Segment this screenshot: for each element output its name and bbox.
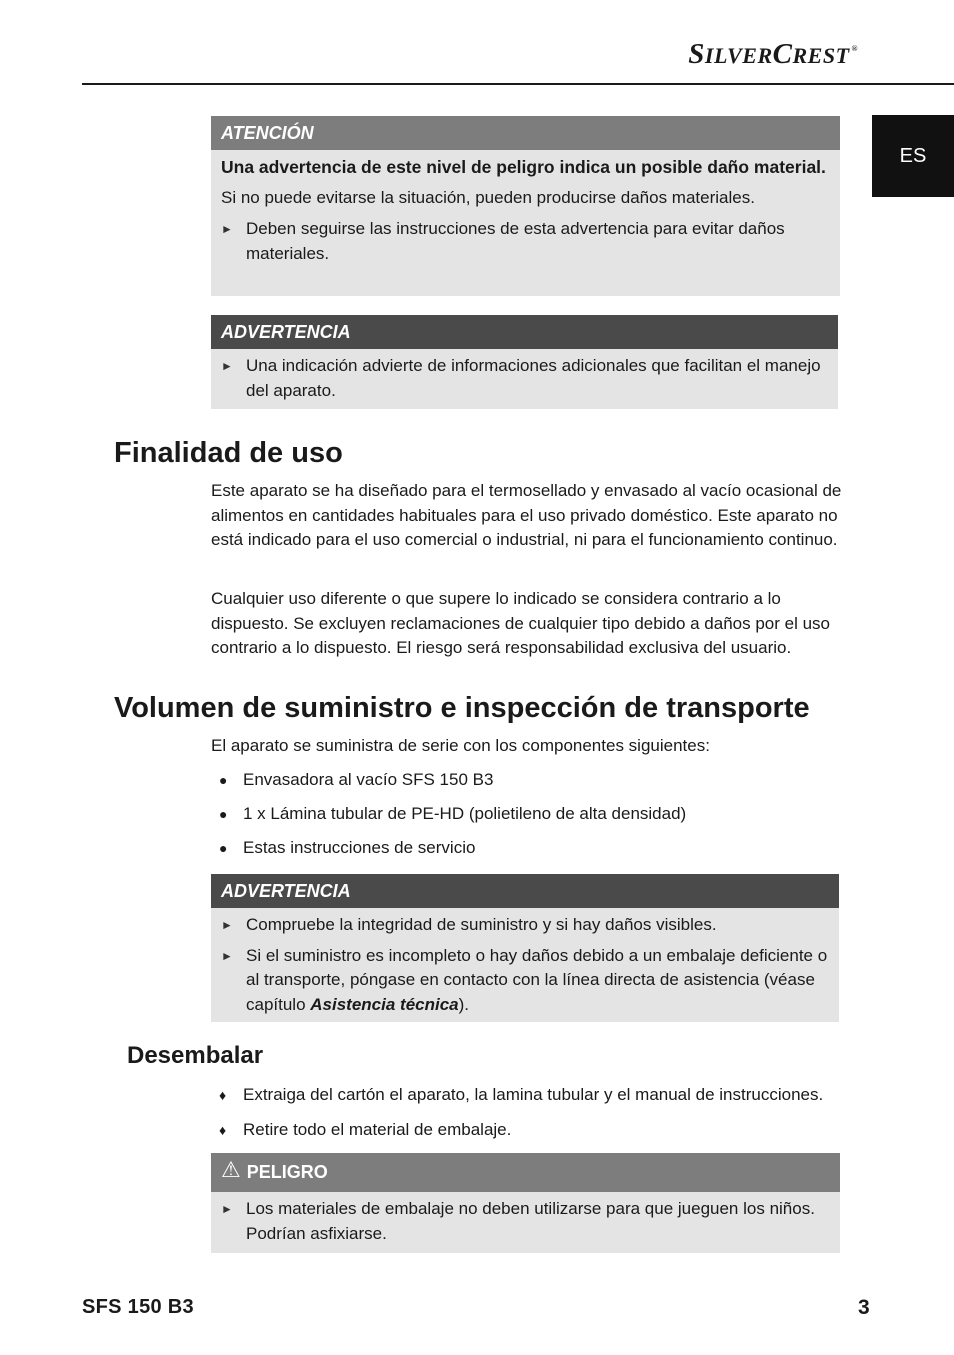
footer-model-number: SFS 150 B3 bbox=[82, 1296, 194, 1318]
advertencia-2-item-post: ). bbox=[458, 994, 470, 1014]
bullet-dot-icon: ● bbox=[219, 840, 228, 856]
volumen-item-text: 1 x Lámina tubular de PE-HD (polietileno de alta densidad) bbox=[243, 804, 687, 823]
atencion-box-title: ATENCIÓN bbox=[211, 116, 840, 150]
list-item bbox=[219, 768, 493, 792]
brand-registered-mark: ® bbox=[851, 44, 858, 53]
bullet-dot-icon: ● bbox=[219, 806, 228, 822]
desembalar-item-text: Extraiga del cartón el aparato, la lamina tubular y el manual de instrucciones. bbox=[243, 1085, 824, 1104]
footer-page-number: 3 bbox=[858, 1296, 870, 1319]
atencion-item bbox=[221, 217, 830, 266]
list-item bbox=[219, 1118, 511, 1142]
language-tab: ES bbox=[872, 115, 954, 197]
diamond-bullet-icon: ♦ bbox=[219, 1087, 227, 1103]
peligro-box-title-row bbox=[211, 1153, 840, 1192]
list-item bbox=[219, 802, 686, 826]
advertencia-2-item bbox=[221, 913, 829, 938]
peligro-item bbox=[221, 1197, 830, 1246]
finalidad-paragraph-1: Este aparato se ha diseñado para el termosellado y envasado al vacío ocasional de alimentos en cantidades habituales para el uso privado doméstico. Este aparato no está indicado para el uso comercial o industrial, ni para el funcionamiento continuo. bbox=[211, 481, 842, 549]
volumen-item-text: Estas instrucciones de servicio bbox=[243, 838, 476, 857]
bullet-dot-icon: ● bbox=[219, 772, 228, 788]
advertencia-2-item-text: Compruebe la integridad de suministro y si hay daños visibles. bbox=[246, 915, 717, 934]
advertencia-box-2-title: ADVERTENCIA bbox=[211, 874, 839, 908]
section-title-desembalar: Desembalar bbox=[127, 1042, 264, 1069]
arrow-bullet-icon: ► bbox=[221, 948, 233, 963]
brand-letter-c: C bbox=[772, 38, 793, 70]
atencion-item-text: Deben seguirse las instrucciones de esta advertencia para evitar daños materiales. bbox=[246, 219, 785, 263]
brand-logo bbox=[688, 38, 858, 71]
advertencia-1-item bbox=[221, 354, 828, 403]
arrow-bullet-icon: ► bbox=[221, 222, 233, 236]
diamond-bullet-icon: ♦ bbox=[219, 1122, 227, 1138]
advertencia-2-item-text bbox=[246, 944, 829, 1018]
list-item bbox=[219, 1083, 823, 1107]
peligro-box-title: PELIGRO bbox=[246, 1162, 328, 1182]
atencion-strong-text: Una advertencia de este nivel de peligro indica un posible daño material. bbox=[221, 157, 826, 177]
advertencia-box-1 bbox=[211, 315, 838, 409]
advertencia-2-item bbox=[221, 944, 829, 1018]
arrow-bullet-icon: ► bbox=[221, 918, 233, 932]
desembalar-item-text: Retire todo el material de embalaje. bbox=[243, 1120, 512, 1139]
peligro-box-body bbox=[211, 1192, 840, 1252]
advertencia-2-item-pre: Si el suministro es incompleto o hay daños debido a un embalaje deficiente o al transporte, póngase en contacto con la línea directa de asistencia (véase capítulo bbox=[246, 945, 828, 1014]
list-item bbox=[219, 836, 475, 860]
section-title-finalidad: Finalidad de uso bbox=[114, 437, 343, 469]
advertencia-box-1-body bbox=[211, 349, 838, 409]
header-rule bbox=[82, 83, 954, 85]
brand-letters-ilver: ILVER bbox=[704, 43, 773, 68]
brand-letters-rest: REST bbox=[792, 43, 850, 68]
advertencia-box-1-title: ADVERTENCIA bbox=[211, 315, 838, 349]
advertencia-box-2-body bbox=[211, 908, 839, 1023]
asistencia-tecnica-ref: Asistencia técnica bbox=[310, 994, 459, 1014]
brand-letter-s: S bbox=[688, 38, 705, 70]
volumen-item-text: Envasadora al vacío SFS 150 B3 bbox=[243, 770, 494, 789]
peligro-item-text: Los materiales de embalaje no deben utilizarse para que jueguen los niños. Podrían asfixiarse. bbox=[246, 1199, 815, 1243]
advertencia-1-item-text: Una indicación advierte de informaciones adicionales que facilitan el manejo del aparato. bbox=[246, 356, 821, 400]
atencion-text: Si no puede evitarse la situación, pueden producirse daños materiales. bbox=[221, 187, 755, 207]
finalidad-paragraph-2: Cualquier uso diferente o que supere lo indicado se considera contrario a lo dispuesto. Se excluyen reclamaciones de cualquier tipo debido a daños por el uso contrario a lo dispuesto. El riesgo será responsabilidad exclusiva del usuario. bbox=[211, 589, 831, 657]
volumen-intro: El aparato se suministra de serie con los componentes siguientes: bbox=[211, 736, 710, 755]
arrow-bullet-icon: ► bbox=[221, 359, 233, 373]
advertencia-box-2 bbox=[211, 874, 839, 1022]
peligro-box bbox=[211, 1153, 840, 1253]
arrow-bullet-icon: ► bbox=[221, 1202, 233, 1216]
section-title-volumen: Volumen de suministro e inspección de transporte bbox=[114, 692, 810, 724]
atencion-box bbox=[211, 116, 840, 296]
warning-triangle-icon: ⚠ bbox=[221, 1156, 241, 1182]
atencion-box-body bbox=[211, 150, 840, 272]
